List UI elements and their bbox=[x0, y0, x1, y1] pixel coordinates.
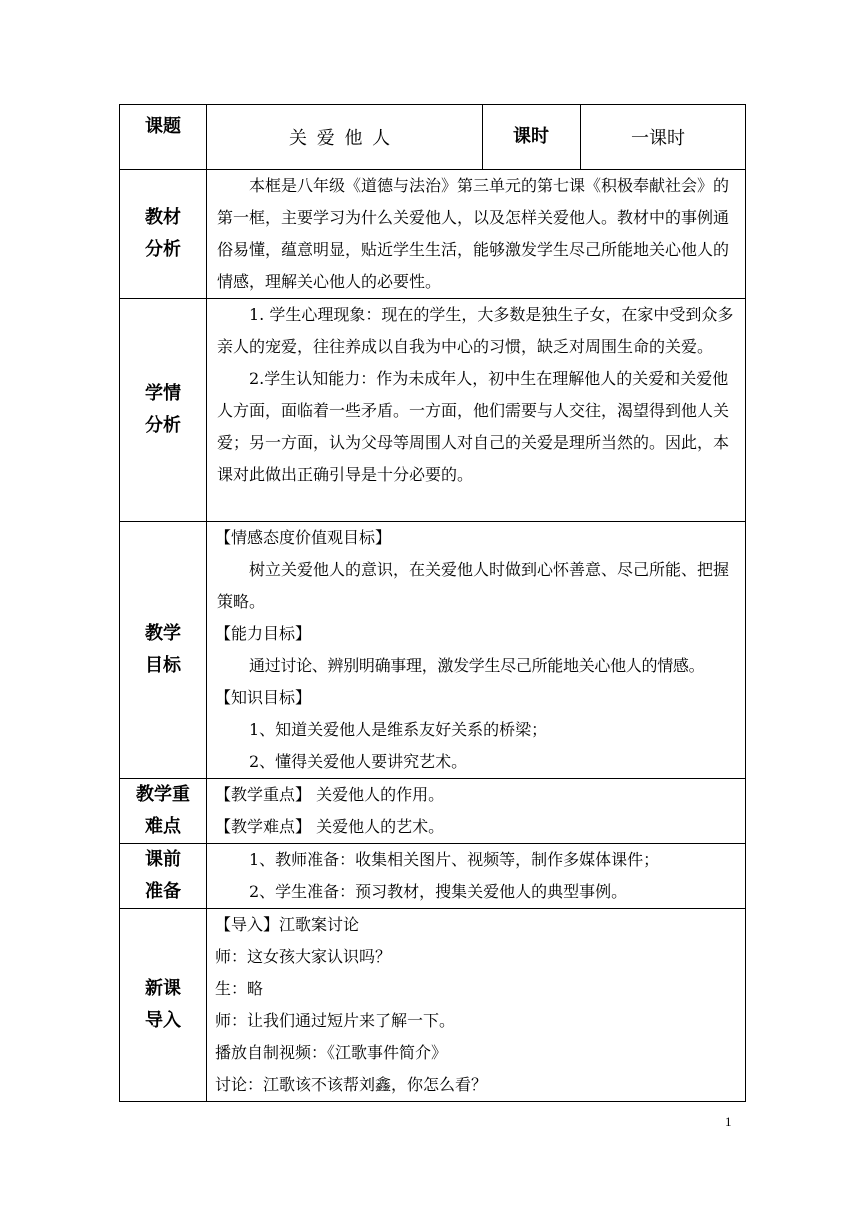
topic-cell bbox=[207, 105, 483, 170]
textbook-content bbox=[207, 170, 746, 299]
topic-label-text: 课题 bbox=[145, 116, 181, 137]
prep-label-line1: 课前 bbox=[145, 849, 181, 870]
prep-content bbox=[207, 844, 746, 909]
intro-row bbox=[120, 909, 746, 1102]
keypoints-label bbox=[120, 779, 207, 844]
students-label-line2: 分析 bbox=[145, 415, 181, 436]
textbook-text: 本框是八年级《道德与法治》第三单元的第七课《积极奉献社会》的第一框，主要学习为什么关爱他人，以及怎样关爱他人。教材中的事例通俗易懂，蕴意明显，贴近学生生活，能够激发学生尽己所能地关心他人的情感，理解关心他人的必要性。 bbox=[217, 176, 730, 291]
goals-row bbox=[120, 522, 746, 779]
keypoints-label-line2: 难点 bbox=[145, 816, 181, 837]
goals-heading-knowledge: 【知识目标】 bbox=[215, 688, 312, 707]
prep-label-line2: 准备 bbox=[145, 881, 181, 902]
students-label bbox=[120, 299, 207, 522]
intro-student-answer: 生：略 bbox=[215, 979, 264, 998]
goals-text-knowledge-1: 1、知道关爱他人是维系友好关系的桥梁； bbox=[249, 720, 548, 739]
page-number: 1 bbox=[725, 1114, 732, 1129]
intro-discussion: 讨论：江歌该不该帮刘鑫，你怎么看？ bbox=[215, 1075, 488, 1094]
goals-text-knowledge-2: 2、懂得关爱他人要讲究艺术。 bbox=[249, 752, 468, 771]
textbook-row bbox=[120, 170, 746, 299]
intro-teacher-transition: 师：让我们通过短片来了解一下。 bbox=[215, 1011, 456, 1030]
prep-teacher: 1、教师准备：收集相关图片、视频等，制作多媒体课件； bbox=[249, 850, 660, 869]
topic-label bbox=[120, 105, 207, 170]
students-row bbox=[120, 299, 746, 522]
goals-label-line1: 教学 bbox=[145, 623, 181, 644]
keypoints-key: 【教学重点】 关爱他人的作用。 bbox=[215, 785, 445, 804]
topic-title: 关 爱 他 人 bbox=[289, 128, 393, 149]
keypoints-content bbox=[207, 779, 746, 844]
topic-row bbox=[120, 105, 746, 170]
intro-label-line1: 新课 bbox=[145, 978, 181, 999]
goals-content bbox=[207, 522, 746, 779]
goals-heading-emotion: 【情感态度价值观目标】 bbox=[215, 528, 392, 547]
lesson-plan-table bbox=[119, 104, 746, 1102]
goals-text-ability: 通过讨论、辨别明确事理，激发学生尽己所能地关心他人的情感。 bbox=[249, 656, 705, 675]
textbook-label-line1: 教材 bbox=[145, 207, 181, 228]
intro-heading: 【导入】江歌案讨论 bbox=[215, 915, 360, 934]
keypoints-label-line1: 教学重 bbox=[136, 784, 190, 805]
students-label-line1: 学情 bbox=[145, 383, 181, 404]
goals-text-emotion: 树立关爱他人的意识，在关爱他人时做到心怀善意、尽己所能、把握策略。 bbox=[217, 560, 730, 611]
hours-label: 课时 bbox=[513, 126, 549, 147]
intro-label-line2: 导入 bbox=[145, 1010, 181, 1031]
hours-value: 一课时 bbox=[631, 128, 685, 149]
prep-label bbox=[120, 844, 207, 909]
hours-label-cell bbox=[483, 105, 581, 170]
keypoints-row bbox=[120, 779, 746, 844]
goals-label-line2: 目标 bbox=[145, 655, 181, 676]
intro-teacher-question: 师：这女孩大家认识吗？ bbox=[215, 947, 392, 966]
prep-student: 2、学生准备：预习教材，搜集关爱他人的典型事例。 bbox=[249, 882, 628, 901]
intro-content bbox=[207, 909, 746, 1102]
prep-row bbox=[120, 844, 746, 909]
intro-video: 播放自制视频：《江歌事件简介》 bbox=[215, 1043, 448, 1062]
students-point-1: 1. 学生心理现象：现在的学生，大多数是独生子女，在家中受到众多亲人的宠爱，往往养成以自我为中心的习惯，缺乏对周围生命的关爱。 bbox=[217, 305, 734, 356]
keypoints-difficult: 【教学难点】 关爱他人的艺术。 bbox=[215, 817, 445, 836]
students-content bbox=[207, 299, 746, 522]
students-point-2: 2.学生认知能力：作为未成年人，初中生在理解他人的关爱和关爱他人方面，面临着一些矛盾。一方面，他们需要与人交往，渴望得到他人关爱；另一方面，认为父母等周围人对自己的关爱是理所当然的。因此，本课对此做出正确引导是十分必要的。 bbox=[217, 369, 730, 484]
goals-label bbox=[120, 522, 207, 779]
hours-cell bbox=[581, 105, 746, 170]
goals-heading-ability: 【能力目标】 bbox=[215, 624, 312, 643]
intro-label bbox=[120, 909, 207, 1102]
textbook-label-line2: 分析 bbox=[145, 239, 181, 260]
textbook-label bbox=[120, 170, 207, 299]
